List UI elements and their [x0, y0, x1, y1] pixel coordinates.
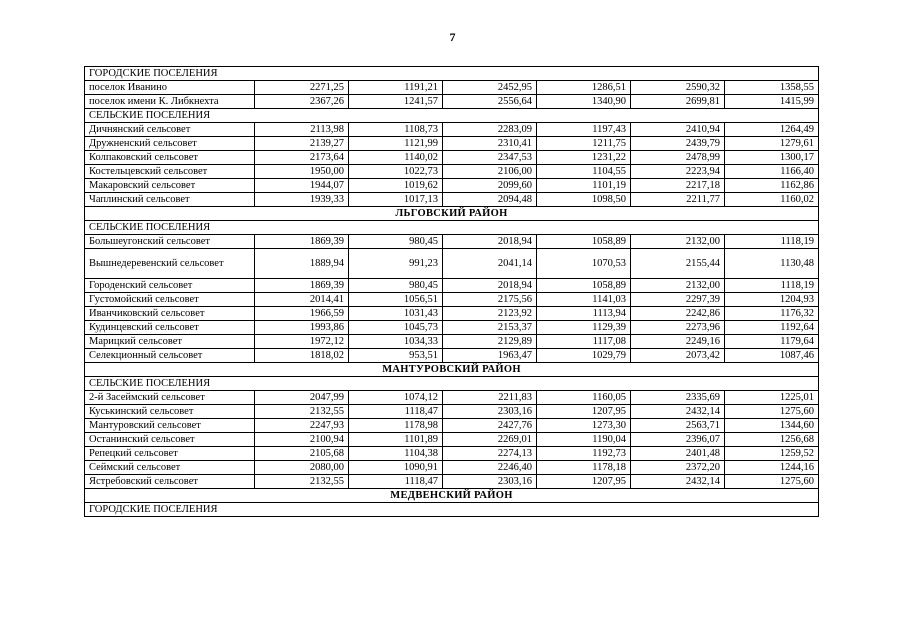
- section-header-row: [85, 67, 819, 81]
- value-cell: 2303,16: [443, 475, 537, 489]
- table-row: [85, 433, 819, 447]
- value-cell: 1160,05: [537, 391, 631, 405]
- settlement-name: Колпаковский сельсовет: [85, 151, 255, 165]
- district-header-row: [85, 207, 819, 221]
- value-cell: 1241,57: [349, 95, 443, 109]
- table-row: [85, 461, 819, 475]
- value-cell: 2274,13: [443, 447, 537, 461]
- table-row: [85, 193, 819, 207]
- section-label: ГОРОДСКИЕ ПОСЕЛЕНИЯ: [85, 67, 819, 81]
- value-cell: 2018,94: [443, 235, 537, 249]
- value-cell: 2129,89: [443, 335, 537, 349]
- value-cell: 2123,92: [443, 307, 537, 321]
- value-cell: 1179,64: [725, 335, 819, 349]
- value-cell: 2132,00: [631, 235, 725, 249]
- value-cell: 2699,81: [631, 95, 725, 109]
- value-cell: 1117,08: [537, 335, 631, 349]
- value-cell: 2132,00: [631, 279, 725, 293]
- value-cell: 2310,41: [443, 137, 537, 151]
- table-row: [85, 419, 819, 433]
- settlement-name: Большеугонский сельсовет: [85, 235, 255, 249]
- table-row: [85, 391, 819, 405]
- value-cell: 1160,02: [725, 193, 819, 207]
- value-cell: 2303,16: [443, 405, 537, 419]
- value-cell: 1101,89: [349, 433, 443, 447]
- value-cell: 2432,14: [631, 475, 725, 489]
- value-cell: 1300,17: [725, 151, 819, 165]
- tariff-table: [84, 66, 819, 517]
- value-cell: 2139,27: [255, 137, 349, 151]
- section-label: СЕЛЬСКИЕ ПОСЕЛЕНИЯ: [85, 377, 819, 391]
- section-header-row: [85, 109, 819, 123]
- value-cell: 2283,09: [443, 123, 537, 137]
- value-cell: 1869,39: [255, 279, 349, 293]
- value-cell: 1178,98: [349, 419, 443, 433]
- table-row: [85, 307, 819, 321]
- value-cell: 2223,94: [631, 165, 725, 179]
- value-cell: 1259,52: [725, 447, 819, 461]
- value-cell: 2132,55: [255, 475, 349, 489]
- value-cell: 2563,71: [631, 419, 725, 433]
- value-cell: 1113,94: [537, 307, 631, 321]
- value-cell: 2249,16: [631, 335, 725, 349]
- settlement-name: Иванчиковский сельсовет: [85, 307, 255, 321]
- value-cell: 1204,93: [725, 293, 819, 307]
- value-cell: 1192,73: [537, 447, 631, 461]
- settlement-name: Марицкий сельсовет: [85, 335, 255, 349]
- value-cell: 2217,18: [631, 179, 725, 193]
- value-cell: 2211,77: [631, 193, 725, 207]
- value-cell: 1818,02: [255, 349, 349, 363]
- table-row: [85, 279, 819, 293]
- district-label: МАНТУРОВСКИЙ РАЙОН: [85, 363, 819, 377]
- settlement-name: Мантуровский сельсовет: [85, 419, 255, 433]
- table-row: [85, 335, 819, 349]
- value-cell: 2246,40: [443, 461, 537, 475]
- value-cell: 1022,73: [349, 165, 443, 179]
- table-row: [85, 249, 819, 279]
- settlement-name: Останинский сельсовет: [85, 433, 255, 447]
- value-cell: 2478,99: [631, 151, 725, 165]
- settlement-name: Густомойский сельсовет: [85, 293, 255, 307]
- value-cell: 1045,73: [349, 321, 443, 335]
- page-number: 7: [449, 30, 456, 44]
- value-cell: 1207,95: [537, 405, 631, 419]
- settlement-name: Ястребовский сельсовет: [85, 475, 255, 489]
- table-row: [85, 123, 819, 137]
- value-cell: 1101,19: [537, 179, 631, 193]
- table-body: [85, 67, 819, 517]
- value-cell: 1166,40: [725, 165, 819, 179]
- value-cell: 2106,00: [443, 165, 537, 179]
- value-cell: 1029,79: [537, 349, 631, 363]
- value-cell: 1121,99: [349, 137, 443, 151]
- value-cell: 1340,90: [537, 95, 631, 109]
- district-header-row: [85, 363, 819, 377]
- value-cell: 1019,62: [349, 179, 443, 193]
- value-cell: 1090,91: [349, 461, 443, 475]
- value-cell: 1889,94: [255, 249, 349, 279]
- value-cell: 2132,55: [255, 405, 349, 419]
- value-cell: 1211,75: [537, 137, 631, 151]
- value-cell: 1087,46: [725, 349, 819, 363]
- value-cell: 1275,60: [725, 475, 819, 489]
- table-row: [85, 151, 819, 165]
- value-cell: 980,45: [349, 279, 443, 293]
- value-cell: 2410,94: [631, 123, 725, 137]
- settlement-name: поселок имени К. Либкнехта: [85, 95, 255, 109]
- value-cell: 2113,98: [255, 123, 349, 137]
- value-cell: 1256,68: [725, 433, 819, 447]
- table-row: [85, 165, 819, 179]
- value-cell: 1104,38: [349, 447, 443, 461]
- value-cell: 2153,37: [443, 321, 537, 335]
- value-cell: 1058,89: [537, 235, 631, 249]
- section-label: СЕЛЬСКИЕ ПОСЕЛЕНИЯ: [85, 221, 819, 235]
- value-cell: 1869,39: [255, 235, 349, 249]
- value-cell: 2247,93: [255, 419, 349, 433]
- settlement-name: Городенский сельсовет: [85, 279, 255, 293]
- value-cell: 1108,73: [349, 123, 443, 137]
- section-label: СЕЛЬСКИЕ ПОСЕЛЕНИЯ: [85, 109, 819, 123]
- value-cell: 1358,55: [725, 81, 819, 95]
- value-cell: 2175,56: [443, 293, 537, 307]
- value-cell: 2211,83: [443, 391, 537, 405]
- settlement-name: поселок Иванино: [85, 81, 255, 95]
- value-cell: 1231,22: [537, 151, 631, 165]
- value-cell: 1197,43: [537, 123, 631, 137]
- value-cell: 1191,21: [349, 81, 443, 95]
- settlement-name: Дружненский сельсовет: [85, 137, 255, 151]
- value-cell: 1415,99: [725, 95, 819, 109]
- value-cell: 2439,79: [631, 137, 725, 151]
- value-cell: 1273,30: [537, 419, 631, 433]
- value-cell: 2297,39: [631, 293, 725, 307]
- settlement-name: 2-й Засеймский сельсовет: [85, 391, 255, 405]
- settlement-name: Селекционный сельсовет: [85, 349, 255, 363]
- value-cell: 1118,19: [725, 279, 819, 293]
- district-header-row: [85, 489, 819, 503]
- value-cell: 2335,69: [631, 391, 725, 405]
- value-cell: 1939,33: [255, 193, 349, 207]
- district-label: ЛЬГОВСКИЙ РАЙОН: [85, 207, 819, 221]
- value-cell: 1286,51: [537, 81, 631, 95]
- table-row: [85, 321, 819, 335]
- section-header-row: [85, 503, 819, 517]
- value-cell: 2105,68: [255, 447, 349, 461]
- value-cell: 980,45: [349, 235, 443, 249]
- district-label: МЕДВЕНСКИЙ РАЙОН: [85, 489, 819, 503]
- value-cell: 2396,07: [631, 433, 725, 447]
- value-cell: 1944,07: [255, 179, 349, 193]
- value-cell: 1950,00: [255, 165, 349, 179]
- value-cell: 2432,14: [631, 405, 725, 419]
- value-cell: 1162,86: [725, 179, 819, 193]
- table-row: [85, 475, 819, 489]
- settlement-name: Репецкий сельсовет: [85, 447, 255, 461]
- value-cell: 2242,86: [631, 307, 725, 321]
- value-cell: 1118,47: [349, 405, 443, 419]
- value-cell: 1963,47: [443, 349, 537, 363]
- settlement-name: Куськинский сельсовет: [85, 405, 255, 419]
- value-cell: 1034,33: [349, 335, 443, 349]
- value-cell: 2094,48: [443, 193, 537, 207]
- settlement-name: Дичнянский сельсовет: [85, 123, 255, 137]
- value-cell: 1017,13: [349, 193, 443, 207]
- value-cell: 2273,96: [631, 321, 725, 335]
- value-cell: 1190,04: [537, 433, 631, 447]
- value-cell: 2271,25: [255, 81, 349, 95]
- settlement-name: Костельцевский сельсовет: [85, 165, 255, 179]
- value-cell: 2018,94: [443, 279, 537, 293]
- value-cell: 2556,64: [443, 95, 537, 109]
- value-cell: 2073,42: [631, 349, 725, 363]
- settlement-name: Сеймский сельсовет: [85, 461, 255, 475]
- value-cell: 953,51: [349, 349, 443, 363]
- value-cell: 1056,51: [349, 293, 443, 307]
- value-cell: 2041,14: [443, 249, 537, 279]
- value-cell: 2590,32: [631, 81, 725, 95]
- value-cell: 2014,41: [255, 293, 349, 307]
- value-cell: 1178,18: [537, 461, 631, 475]
- value-cell: 1130,48: [725, 249, 819, 279]
- value-cell: 2347,53: [443, 151, 537, 165]
- value-cell: 1141,03: [537, 293, 631, 307]
- settlement-name: Вышнедеревенский сельсовет: [85, 249, 255, 279]
- table-row: [85, 349, 819, 363]
- value-cell: 1058,89: [537, 279, 631, 293]
- value-cell: 1225,01: [725, 391, 819, 405]
- table-row: [85, 235, 819, 249]
- value-cell: 2099,60: [443, 179, 537, 193]
- value-cell: 2173,64: [255, 151, 349, 165]
- table-row: [85, 405, 819, 419]
- value-cell: 2047,99: [255, 391, 349, 405]
- section-header-row: [85, 377, 819, 391]
- value-cell: 1074,12: [349, 391, 443, 405]
- value-cell: 1344,60: [725, 419, 819, 433]
- value-cell: 2155,44: [631, 249, 725, 279]
- section-header-row: [85, 221, 819, 235]
- settlement-name: Чаплинский сельсовет: [85, 193, 255, 207]
- value-cell: 1118,47: [349, 475, 443, 489]
- value-cell: 2452,95: [443, 81, 537, 95]
- table-row: [85, 137, 819, 151]
- value-cell: 1972,12: [255, 335, 349, 349]
- settlement-name: Макаровский сельсовет: [85, 179, 255, 193]
- value-cell: 1275,60: [725, 405, 819, 419]
- value-cell: 1098,50: [537, 193, 631, 207]
- value-cell: 1993,86: [255, 321, 349, 335]
- value-cell: 1104,55: [537, 165, 631, 179]
- value-cell: 1031,43: [349, 307, 443, 321]
- value-cell: 1140,02: [349, 151, 443, 165]
- table-row: [85, 95, 819, 109]
- value-cell: 1176,32: [725, 307, 819, 321]
- table-row: [85, 447, 819, 461]
- table-row: [85, 293, 819, 307]
- value-cell: 2367,26: [255, 95, 349, 109]
- value-cell: 2080,00: [255, 461, 349, 475]
- value-cell: 2269,01: [443, 433, 537, 447]
- value-cell: 1070,53: [537, 249, 631, 279]
- value-cell: 2100,94: [255, 433, 349, 447]
- value-cell: 1207,95: [537, 475, 631, 489]
- value-cell: 2372,20: [631, 461, 725, 475]
- value-cell: 2401,48: [631, 447, 725, 461]
- settlement-name: Кудинцевский сельсовет: [85, 321, 255, 335]
- value-cell: 1966,59: [255, 307, 349, 321]
- table-row: [85, 179, 819, 193]
- value-cell: 991,23: [349, 249, 443, 279]
- value-cell: 1279,61: [725, 137, 819, 151]
- value-cell: 1244,16: [725, 461, 819, 475]
- value-cell: 2427,76: [443, 419, 537, 433]
- value-cell: 1129,39: [537, 321, 631, 335]
- value-cell: 1118,19: [725, 235, 819, 249]
- section-label: ГОРОДСКИЕ ПОСЕЛЕНИЯ: [85, 503, 819, 517]
- value-cell: 1192,64: [725, 321, 819, 335]
- table-row: [85, 81, 819, 95]
- value-cell: 1264,49: [725, 123, 819, 137]
